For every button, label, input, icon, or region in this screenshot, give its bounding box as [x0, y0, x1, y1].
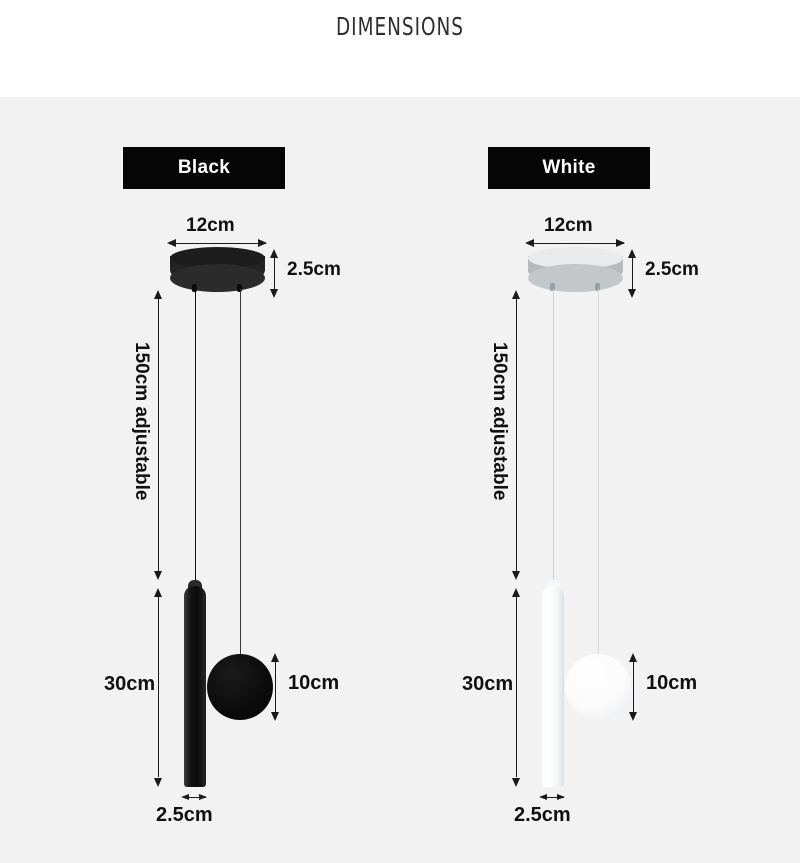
cord-tube: [195, 289, 196, 586]
variant-tag-label: White: [542, 157, 596, 178]
dim-tube-length-arrow-up: [154, 588, 162, 597]
disc-shade-white: [565, 654, 631, 720]
dim-tube-diameter-arrow-left: [539, 794, 547, 800]
variant-tag-label: Black: [177, 157, 231, 178]
dim-disc-diameter-line: [633, 657, 634, 716]
dim-disc-diameter-arrow-up: [629, 653, 637, 662]
disc-shade-black: [207, 654, 273, 720]
dim-cord-length-label: 150cm adjustable: [131, 342, 152, 501]
dim-tube-length-arrow-down: [512, 778, 520, 787]
dim-tube-length-arrow-down: [154, 778, 162, 787]
variant-panel-white: [400, 97, 800, 863]
dim-tube-diameter-arrow-right: [557, 794, 565, 800]
dim-cord-length-arrow-down: [512, 571, 520, 580]
dim-cord-length-arrow-up: [154, 290, 162, 299]
dim-cord-length-line: [516, 293, 517, 578]
canopy-bottom-face: [528, 264, 623, 292]
variant-panel-black: [0, 97, 400, 863]
dim-tube-diameter-label: 2.5cm: [156, 804, 213, 826]
dim-tube-length-line: [158, 591, 159, 777]
dim-tube-diameter-label: 2.5cm: [514, 804, 571, 826]
tube-white: [542, 586, 564, 787]
dim-canopy-diameter-line: [528, 243, 624, 244]
dim-canopy-height-label: 2.5cm: [645, 259, 699, 280]
dim-disc-diameter-label: 10cm: [646, 672, 698, 694]
variant-tag-white[interactable]: [488, 147, 650, 189]
dim-cord-length-label: 150cm adjustable: [489, 342, 510, 501]
dim-canopy-height-arrow-up: [270, 249, 278, 258]
dim-disc-diameter-arrow-up: [271, 653, 279, 662]
header-band: [0, 0, 800, 97]
dim-tube-length-arrow-up: [512, 588, 520, 597]
dim-canopy-diameter-arrow-left: [167, 239, 176, 247]
dim-disc-diameter-arrow-down: [629, 712, 637, 721]
page-title: DIMENSIONS: [335, 12, 464, 41]
dim-disc-diameter-line: [275, 657, 276, 716]
dim-tube-length-line: [516, 591, 517, 777]
dim-canopy-height-arrow-down: [628, 289, 636, 298]
dim-canopy-diameter-line: [170, 243, 266, 244]
variant-tag-black[interactable]: [123, 147, 285, 189]
cord-tube: [553, 289, 554, 586]
dim-canopy-diameter-arrow-right: [616, 239, 625, 247]
dim-tube-diameter-arrow-right: [199, 794, 207, 800]
dim-cord-length-arrow-down: [154, 571, 162, 580]
diagram-stage: [0, 97, 800, 863]
dim-cord-length-arrow-up: [512, 290, 520, 299]
dim-tube-diameter-arrow-left: [181, 794, 189, 800]
dim-canopy-diameter-arrow-right: [258, 239, 267, 247]
dim-disc-diameter-label: 10cm: [288, 672, 340, 694]
dim-canopy-diameter-arrow-left: [525, 239, 534, 247]
dim-canopy-diameter-label: 12cm: [544, 215, 593, 236]
dim-canopy-height-arrow-down: [270, 289, 278, 298]
canopy-bottom-face: [170, 264, 265, 292]
tube-black: [184, 586, 206, 787]
dim-cord-length-line: [158, 293, 159, 578]
cord-disc: [240, 289, 241, 687]
dim-canopy-height-arrow-up: [628, 249, 636, 258]
dim-canopy-diameter-label: 12cm: [186, 215, 235, 236]
dim-tube-length-label: 30cm: [462, 673, 514, 695]
dim-tube-length-label: 30cm: [104, 673, 156, 695]
dim-canopy-height-label: 2.5cm: [287, 259, 341, 280]
cord-disc: [598, 289, 599, 687]
dim-disc-diameter-arrow-down: [271, 712, 279, 721]
